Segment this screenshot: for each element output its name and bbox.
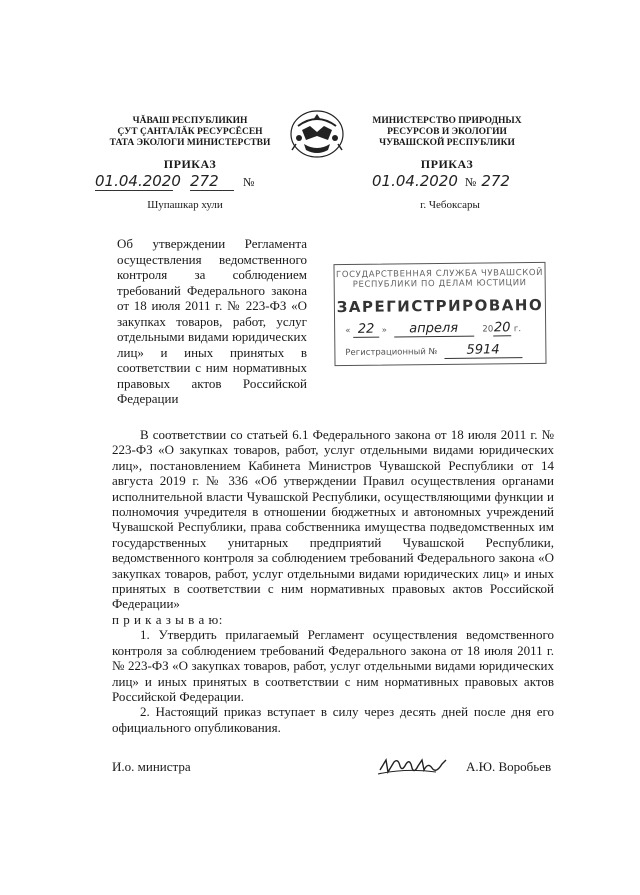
stamp-regnum-label: Регистрационный № [345,347,438,358]
stamp-date-quote-open: « [345,325,351,336]
left-prikaz-label: ПРИКАЗ [163,157,217,171]
stamp-day-handwritten: 22 [353,322,379,338]
left-place: Шупашкар хули [147,199,223,211]
signatory-name: А.Ю. Воробьев [466,759,552,774]
stamp-status: ЗАРЕГИСТРИРОВАНО [336,295,544,317]
stamp-regnum-handwritten: 5914 [444,342,522,359]
right-org-line: МИНИСТЕРСТВО ПРИРОДНЫХ [372,116,522,126]
body-paragraph-order: п р и к а з ы в а ю: [112,611,223,627]
right-org-line: ЧУВАШСКОЙ РЕСПУБЛИКИ [379,138,515,148]
document-title: Об утверждении Регламента осуществления ведомственного контроля за соблюдением требований Федерального закона от 18 июля 2011 г. № 223-ФЗ «О закупках товаров, работ, услуг отдельными видами юридических лиц» и иных принятых в соответствии с ним нормативных правовых актов Российской Федерации [117,236,307,406]
left-date-handwritten: 01.04.2020 [95,172,181,190]
stamp-year-suffix: г. [513,324,522,335]
stamp-date-row [335,320,545,338]
registration-stamp [333,262,546,366]
signature-position: И.о. министра [112,759,191,774]
body-paragraph-item-1: 1. Утвердить прилагаемый Регламент осуществления ведомственного контроля за соблюдением требований Федерального закона от 18 июля 2011 г. № 223-ФЗ «О закупках товаров, работ, услуг отдельными видами юридических лиц» и иных принятых в соответствии с ним нормативных правовых актов Российской Федерации. [112,627,554,704]
stamp-regnum-row [335,342,545,360]
right-number-sign: № [464,175,477,189]
stamp-year-prefix: 20 [482,324,494,335]
document-body [112,427,554,735]
stamp-org-line: ГОСУДАРСТВЕННАЯ СЛУЖБА ЧУВАШСКОЙ [335,267,544,281]
right-org-name [352,116,542,149]
right-number-handwritten: 272 [481,172,510,190]
right-prikaz-label: ПРИКАЗ [420,157,474,171]
right-date-number [372,172,552,190]
left-number-sign: № [243,175,255,189]
left-org-line: ЧĂВАШ РЕСПУБЛИКИН [132,116,248,126]
handwritten-signature-icon [376,754,456,778]
stamp-month-handwritten: апреля [394,321,474,338]
stamp-year-handwritten: 20 [493,320,511,336]
left-org-name [95,116,285,149]
body-paragraph-item-2: 2. Настоящий приказ вступает в силу через десять дней после дня его официального опубликования. [112,704,554,735]
stamp-date-quote-close: » [381,325,388,336]
left-date-number [95,172,285,191]
right-org-line: РЕСУРСОВ И ЭКОЛОГИИ [387,127,507,137]
left-org-line: ТАТА ЭКОЛОГИ МИНИСТЕРСТВИ [109,138,271,148]
left-number-handwritten: 272 [190,172,234,191]
right-place: г. Чебоксары [420,199,480,211]
body-paragraph-preamble: В соответствии со статьей 6.1 Федерального закона от 18 июля 2011 г. № 223-ФЗ «О закупках товаров, работ, услуг отдельными видами юридических лиц», постановлением Кабинета Министров Чувашской Республики от 14 августа 2019 г. № 336 «Об утверждении Правил осуществления органами исполнительной власти Чувашской Республики, осуществляющими функции и полномочия учредителя в отношении бюджетных и автономных учреждений Чувашской Республики, права собственника имущества подведомственных им государственных унитарных предприятий Чувашской Республики, ведомственного контроля за соблюдением требований Федерального закона «О закупках товаров, работ, услуг отдельными видами юридических лиц» и иных принятых в соответствии с ним нормативных правовых актов Российской Федерации» [112,427,554,612]
stamp-org-line: РЕСПУБЛИКИ ПО ДЕЛАМ ЮСТИЦИИ [352,278,527,290]
left-org-line: ÇУТ ÇАНТАЛĂК РЕСУРСĔСЕН [117,127,263,137]
right-date-handwritten: 01.04.2020 [372,172,458,190]
chuvash-emblem-icon [288,106,346,160]
